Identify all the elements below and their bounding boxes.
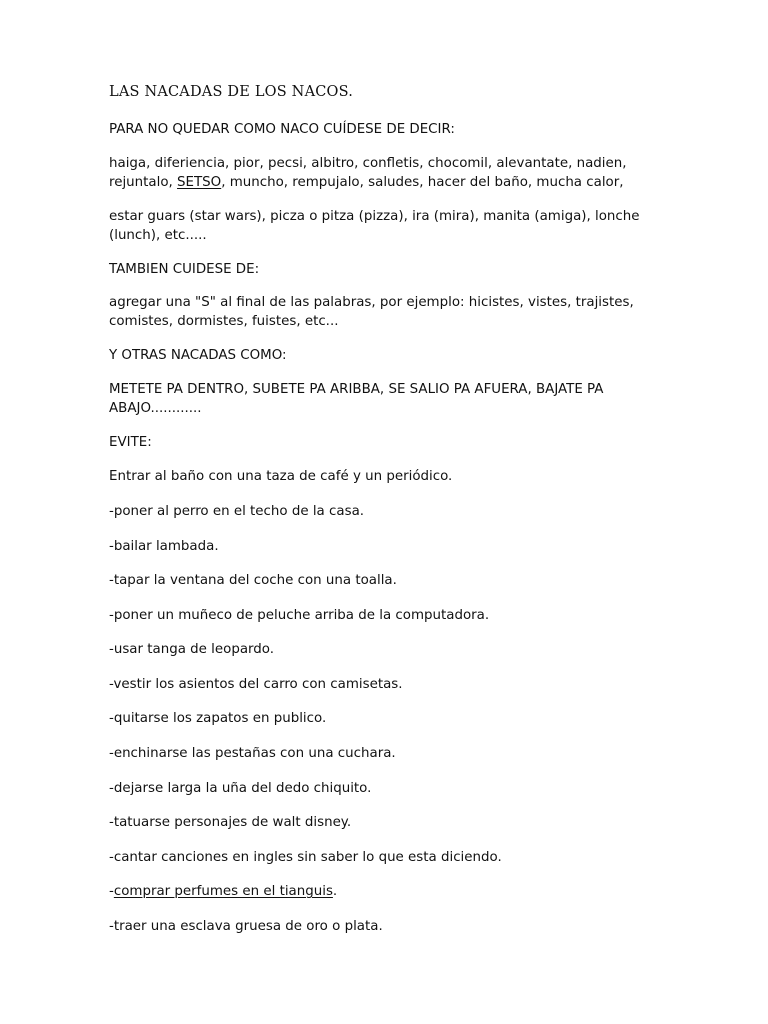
words-para-line-2-after: , muncho, rempujalo, saludes, hacer del baño, mucha calor, (221, 175, 624, 190)
avoid-item: -usar tanga de leopardo. (109, 642, 275, 657)
other-para-line-1: METETE PA DENTRO, SUBETE PA ARIBBA, SE SALIO PA AFUERA, BAJATE PA (109, 382, 604, 397)
words-para2-line-2: (lunch), etc..... (109, 228, 207, 243)
avoid-item: -tapar la ventana del coche con una toalla. (109, 573, 397, 588)
avoid-item: -enchinarse las pestañas con una cuchara. (109, 746, 396, 761)
avoid-item: Entrar al baño con una taza de café y un periódico. (109, 469, 453, 484)
words-para-line-1: haiga, diferiencia, pior, pecsi, albitro, confletis, chocomil, alevantate, nadien, (109, 156, 627, 171)
avoid-item: -bailar lambada. (109, 539, 219, 554)
also-para-line-1: agregar una "S" al final de las palabras, por ejemplo: hicistes, vistes, trajistes, (109, 295, 634, 310)
avoid-item: -poner un muñeco de peluche arriba de la computadora. (109, 608, 490, 623)
setso-link[interactable]: SETSO (177, 175, 222, 190)
other-para-line-2: ABAJO............ (109, 401, 202, 416)
avoid-item: -poner al perro en el techo de la casa. (109, 504, 365, 519)
avoid-item: -tatuarse personajes de walt disney. (109, 815, 352, 830)
intro-heading: PARA NO QUEDAR COMO NACO CUÍDESE DE DECIR: (109, 122, 455, 137)
tianguis-link[interactable]: comprar perfumes en el tianguis (113, 884, 333, 899)
avoid-item: -quitarse los zapatos en publico. (109, 711, 327, 726)
avoid-item-perfumes (109, 882, 337, 902)
also-heading: TAMBIEN CUIDESE DE: (109, 262, 260, 277)
avoid-item-prefix: - (109, 884, 114, 899)
avoid-item: -dejarse larga la uña del dedo chiquito. (109, 781, 372, 796)
words-para-line-2 (109, 173, 624, 193)
words-para-line-2-before: rejuntalo, (109, 175, 178, 190)
avoid-item: -traer una esclava gruesa de oro o plata. (109, 919, 383, 934)
words-para2-line-1: estar guars (star wars), picza o pitza (pizza), ira (mira), manita (amiga), lonche (109, 209, 640, 224)
avoid-item: -cantar canciones en ingles sin saber lo que esta diciendo. (109, 850, 502, 865)
avoid-item-suffix: . (332, 884, 338, 899)
avoid-item: -vestir los asientos del carro con camisetas. (109, 677, 403, 692)
avoid-heading: EVITE: (109, 435, 152, 450)
also-para-line-2: comistes, dormistes, fuistes, etc... (109, 314, 339, 329)
other-heading: Y OTRAS NACADAS COMO: (109, 348, 287, 363)
document-title: LAS NACADAS DE LOS NACOS. (109, 84, 354, 100)
